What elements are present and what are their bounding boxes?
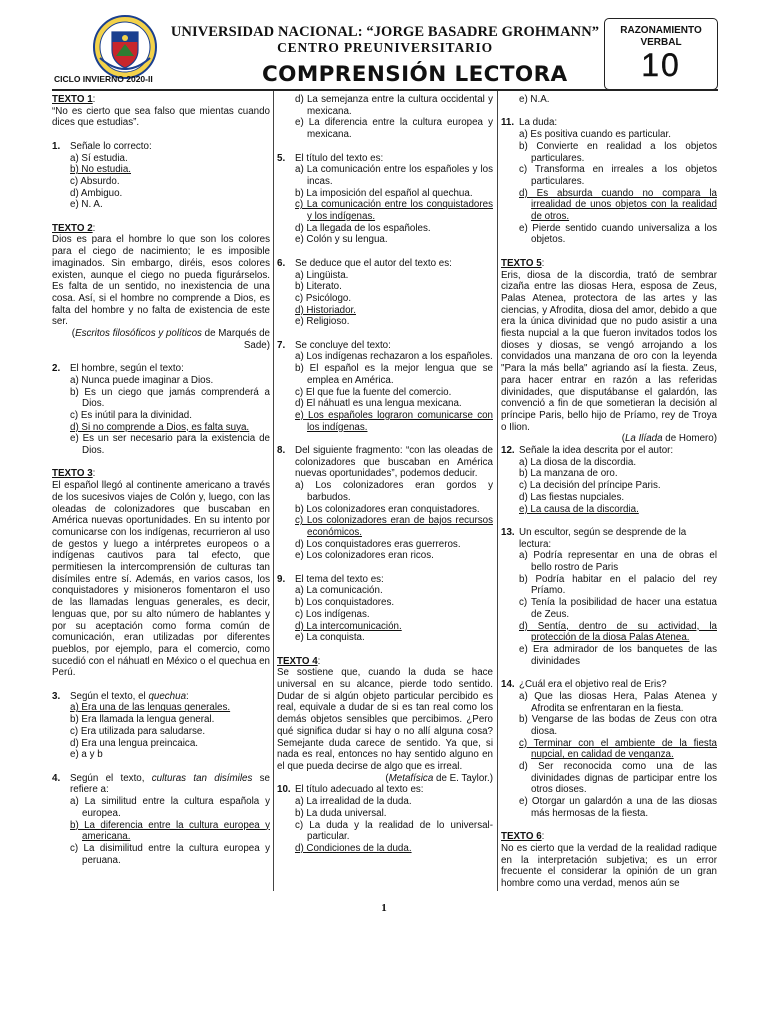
answer-option: c) La disimilitud entre la cultura europea y peruana. <box>70 842 270 866</box>
answer-option: a) Es positiva cuando es particular. <box>519 129 671 141</box>
text-6-body: No es cierto que la verdad de la realidad radique en la interpretación subjetiva; es un error frecuente el considerar la opinión de un gran hombre como una verdad, menos aún se <box>501 842 717 890</box>
question-12: 12. Señale la idea descrita por el autor: <box>501 445 674 457</box>
answer-option: e) Colón y su lengua. <box>295 234 388 246</box>
question-11: 11. La duda: <box>501 117 558 129</box>
text-1-title: TEXTO 1 <box>52 94 93 105</box>
answer-option: b) Vengarse de las bodas de Zeus con otra diosa. <box>519 714 717 737</box>
answer-option-correct: d) Es absurda cuando no compara la irrealidad de unos objetos con la realidad de otros. <box>519 187 717 223</box>
answer-option-correct: c) Terminar con el ambiente de la fiesta nupcial, en calidad de venganza. <box>519 737 717 761</box>
answer-option: b) Los colonizadores eran conquistadores. <box>295 503 480 515</box>
answer-option-correct: d) La intercomunicación. <box>295 620 402 632</box>
answer-option-correct: e) La causa de la discordia. <box>519 503 639 515</box>
answer-option: c) La duda y la realidad de lo universal-particular. <box>295 819 493 843</box>
answer-option: d) La semejanza entre la cultura occidental y mexicana. <box>295 94 493 117</box>
answer-option: a) La comunicación. <box>295 585 383 597</box>
answer-option: b) Literato. <box>295 281 342 293</box>
subject-box <box>604 18 718 90</box>
answer-option: e) Era admirador de los banquetes de las divinidades <box>519 644 717 667</box>
answer-option-correct: d) Condiciones de la duda. <box>295 842 412 854</box>
answer-option: a) Nunca puede imaginar a Dios. <box>70 374 214 386</box>
answer-option: e) Los colonizadores eran ricos. <box>295 550 434 562</box>
column-2: d) La semejanza entre la cultura occidental y mexicana. e) La diferencia entre la cultura europea y mexicana. 5. El título del texto es: a) La comunicación entre los españoles y los incas. b) La imposición del español al quechua. c) La comunicación entre los conquistadores y los indígenas. d) La llegada de los españoles. e) Colón y su lengua. 6. Se deduce que el autor del texto es: a) Lingüista. b) Literato. c) Psicólogo. d) Historiador. e) Religioso. 7. Se concluye del texto: a) Los indígenas rechazaron a los españoles. b) El español es la mejor lengua que se emplea en América. c) El que fue la fuente del comercio. d) El náhuatl es una lengua mexicana. e) Los españoles lograron comunicarse con los indígenas. 8. Del siguiente fragmento: “con las oleadas de colonizadores que buscaban en América nuevas oportunidades”, podemos deducir. a) Los colonizadores eran gordos y barbudos. b) Los colonizadores eran conquistadores. c) Los colonizadores eran de bajos recursos económicos. d) Los conquistadores eras guerreros. e) Los colonizadores eran ricos. 9. El tema del texto es: a) La comunicación. b) Los conquistadores. c) Los indígenas. d) La intercomunicación. e) La conquista. TEXTO 4: Se sostiene que, cuando la duda se hace universal en su alcance, pierde todo sentido. Dudar de si algún objeto particular percibido es real, equivale a dudar de si es tan real como los demás objetos sensibles que percibimos. ¿Pero qué significa dudar si hay o no allí alguna cosa? Semejante duda carece de sentido. Ya que, si nada es real, entonces no hay sentido alguno en el que pueda decirse de algo que es irreal. (Metafísica de E. Taylor.) 10. El título adecuado al texto es: a) La irrealidad de la duda. b) La duda universal. c) La duda y la realidad de lo universal-particular. d) Condiciones de la duda. <box>277 94 493 854</box>
answer-option: a) La similitud entre la cultura española y europea. <box>70 796 270 819</box>
answer-option: a) Sí estudia. <box>70 152 128 164</box>
answer-option: d) Ambiguo. <box>70 187 123 199</box>
document-title: COMPRENSIÓN LECTORA <box>262 62 568 87</box>
question-5: 5. El título del texto es: <box>277 152 384 164</box>
question-6: 6. Se deduce que el autor del texto es: <box>277 257 452 269</box>
answer-option: c) Era utilizada para saludarse. <box>70 725 206 737</box>
answer-option: b) Era llamada la lengua general. <box>70 714 215 726</box>
column-divider <box>273 91 274 891</box>
answer-option-correct: b) La diferencia entre la cultura europea y americana. <box>70 819 270 843</box>
answer-option: d) Era una lengua preincaica. <box>70 737 198 749</box>
answer-option: e) N. A. <box>70 199 103 211</box>
question-3: 3. Según el texto, el quechua: <box>52 690 189 702</box>
answer-option: e) Es un ser necesario para la existencia de Dios. <box>70 433 270 457</box>
answer-option: c) Es inútil para la divinidad. <box>70 409 192 421</box>
answer-option: b) La imposición del español al quechua. <box>295 187 473 199</box>
answer-option: a) La irrealidad de la duda. <box>295 796 412 808</box>
answer-option: a) Lingüista. <box>295 269 349 281</box>
worksheet-number: 10 <box>641 47 681 83</box>
answer-option: c) Transforma en irreales a los objetos particulares. <box>519 164 717 187</box>
answer-option: c) El que fue la fuente del comercio. <box>295 386 452 398</box>
answer-option: d) Ser reconocida como una de las divinidades dignas de participar entre los otros dioses. <box>519 761 717 796</box>
page-number: 1 <box>381 902 387 914</box>
text-2-title: TEXTO 2 <box>52 222 93 234</box>
cycle-label: CICLO INVIERNO 2020-II <box>54 74 153 84</box>
answer-option: b) Los conquistadores. <box>295 597 395 609</box>
answer-option: b) El español es la mejor lengua que se emplea en América. <box>295 363 493 386</box>
text-4-body: Se sostiene que, cuando la duda se hace universal en su alcance, pierde todo sentido. Dudar de si algún objeto particular percibido es real, equivale a dudar de si es tan real como los demás objetos sensibles que percibimos. ¿Pero qué significa dudar si hay o no allí alguna cosa? Semejante duda carece de sentido. Ya que, si nada es real, entonces no hay sentido alguno en el que pueda decirse de algo que es irreal. <box>277 667 493 772</box>
subject-line-1: RAZONAMIENTO <box>620 25 702 36</box>
answer-option: b) Es un ciego que jamás comprenderá a Dios. <box>70 386 270 410</box>
header-divider <box>52 89 718 91</box>
answer-option: c) Absurdo. <box>70 175 120 187</box>
column-3: e) N.A. 11. La duda: a) Es positiva cuando es particular. b) Convierte en realidad a los objetos particulares. c) Transforma en irreales a los objetos particulares. d) Es absurda cuando no compara la irrealidad de unos objetos con la realidad de otros. e) Pierde sentido cuando universaliza a los objetos. TEXTO 5: Eris, diosa de la discordia, trató de sembrar cizaña entre las diosas Hera, esposa de Zeus, Palas Atenea, protectora de las artes y las ciencias, y Afrodita, diosa del amor, debido a que era la única divinidad que no pudo asistir a una fiesta nupcial a la que fueron invitados todos los dioses y diosas, se vengó arrojando a los convidados una manzana de oro con la leyenda "Para la más bella" agriando así la fiesta. Zeus, para hacer entrar en razón a las referidas divinidades, que disputábanse el galardón, las convenció a fin de que sometieran la decisión al príncipe Paris, bello hijo de Príamo, rey de Troya o Ilion. (La Ilíada de Homero) 12. Señale la idea descrita por el autor: a) La diosa de la discordia. b) La manzana de oro. c) La decisión del príncipe Paris. d) Las fiestas nupciales. e) La causa de la discordia. 13. Un escultor, según se desprende de la lectura: a) Podría representar en una de obras el bello rostro de Paris b) Podría habitar en el palacio del rey Príamo. c) Tenía la posibilidad de hacer una estatua de Zeus. d) Sentía, dentro de su actividad, la protección de la diosa Palas Atenea. e) Era admirador de los banquetes de las divinidades 14. ¿Cuál era el objetivo real de Eris? a) Que las diosas Hera, Palas Atenea y Afrodita se enfrentaran en la fiesta. b) Vengarse de las bodas de Zeus con otra diosa. c) Terminar con el ambiente de la fiesta nupcial, en calidad de venganza. d) Ser reconocida como una de las divinidades dignas de participar entre los otros dioses. e) Otorgar un galardón a una de las diosas más hermosas de la fiesta. TEXTO 6: No es cierto que la verdad de la realidad radique en la interpretación subjetiva; es un error frecuente el considerar la opinión de un gran hombre como una verdad, menos aún se <box>501 94 717 890</box>
question-9: 9. El tema del texto es: <box>277 573 384 585</box>
text-1-body: “No es cierto que sea falso que mientas cuando dices que estudias”. <box>52 105 270 129</box>
answer-option: c) Los indígenas. <box>295 608 370 620</box>
answer-option-correct: d) Si no comprende a Dios, es falta suya. <box>70 421 250 433</box>
university-seal-logo <box>92 14 158 80</box>
answer-option: a) Los indígenas rechazaron a los españoles. <box>295 351 493 363</box>
answer-option: e) N.A. <box>519 94 550 105</box>
question-1: 1. Señale lo correcto: <box>52 140 152 152</box>
text-3-title: TEXTO 3 <box>52 468 93 480</box>
answer-option-correct: c) La comunicación entre los conquistadores y los indígenas. <box>295 199 493 223</box>
question-13: 13. Un escultor, según se desprende de la lectura: <box>501 526 687 550</box>
question-7: 7. Se concluye del texto: <box>277 339 391 351</box>
text-4-title: TEXTO 4 <box>277 655 318 667</box>
answer-option: b) Podría habitar en el palacio del rey Príamo. <box>519 573 717 597</box>
answer-option: d) Las fiestas nupciales. <box>519 491 625 503</box>
answer-option: e) Otorgar un galardón a una de las diosas más hermosas de la fiesta. <box>519 796 717 819</box>
answer-option-correct: b) No estudia. <box>70 164 131 176</box>
answer-option: c) Tenía la posibilidad de hacer una estatua de Zeus. <box>519 597 717 620</box>
answer-option: a) Los colonizadores eran gordos y barbudos. <box>295 480 493 503</box>
question-10: 10. El título adecuado al texto es: <box>277 784 424 796</box>
answer-option: a) La comunicación entre los españoles y los incas. <box>295 164 493 187</box>
subject-line-2: VERBAL <box>640 37 682 48</box>
column-1: TEXTO 1: “No es cierto que sea falso que mientas cuando dices que estudias”. 1. Señale lo correcto: a) Sí estudia. b) No estudia. c) Absurdo. d) Ambiguo. e) N. A. TEXTO 2: Dios es para el hombre lo que son los colores para el ciego de nacimiento; le es imposible imaginados. Sin embargo, diréis, esos colores existen, aunque el ciego no pueda figurárselos. Es falta de un sentido, no inexistencia de una cosa. Así, si el hombre no comprende a Dios, es falta del hombre y no falta de existencia de este ser. (Escritos filosóficos y políticos de Marqués de Sade) 2. El hombre, según el texto: a) Nunca puede imaginar a Dios. b) Es un ciego que jamás comprenderá a Dios. c) Es inútil para la divinidad. d) Si no comprende a Dios, es falta suya. e) Es un ser necesario para la existencia de Dios. TEXTO 3: El español llegó al continente americano a través de los sucesivos viajes de Colón y, luego, con las oleadas de colonizadores que buscaban en América nuevas oportunidades. En su intento por comunicarse con los indígenas, recurrieron al uso de gestos y luego a intérpretes europeos o a indígenas cautivos para tal efecto, que permitiesen la intercomprensión de culturas tan disímiles entre sí. Además, en varios casos, los conquistadores y misioneros fomentaron el uso de las llamadas lenguas generales, es decir, lenguas que, por su alto número de hablantes y por su aceptación como forma común de comunicación, eran utilizadas por diferentes pueblos, por ejemplo, para el comercio, como sucedió con el náhuatl en México o el quechua en Perú. 3. Según el texto, el quechua: a) Era una de las lenguas generales. b) Era llamada la lengua general. c) Era utilizada para saludarse. d) Era una lengua preincaica. e) a y b 4. Según el texto, culturas tan disímiles se refiere a: a) La similitud entre la cultura española y europea. b) La diferencia entre la cultura europea y americana. c) La disimilitud entre la cultura europea y peruana. <box>52 94 270 866</box>
text-6-title: TEXTO 6 <box>501 831 542 843</box>
answer-option: d) Los conquistadores eras guerreros. <box>295 538 461 550</box>
text-5-title: TEXTO 5 <box>501 257 542 269</box>
answer-option: b) La manzana de oro. <box>519 468 618 480</box>
answer-option: e) La conquista. <box>295 632 365 644</box>
answer-option: b) Convierte en realidad a los objetos particulares. <box>519 140 717 164</box>
answer-option-correct: d) Historiador. <box>295 304 356 316</box>
text-2-source: (Escritos filosóficos y políticos de Marqués de Sade) <box>71 328 270 351</box>
question-4: 4. Según el texto, culturas tan disímiles se refiere a: <box>52 772 270 796</box>
university-name: UNIVERSIDAD NACIONAL: “JORGE BASADRE GROHMANN” <box>170 24 600 40</box>
question-14: 14. ¿Cuál era el objetivo real de Eris? <box>501 679 667 691</box>
answer-option: c) Psicólogo. <box>295 292 352 304</box>
text-5-body: Eris, diosa de la discordia, trató de sembrar cizaña entre las diosas Hera, esposa de Zeus, Palas Atenea, protectora de las artes y las ciencias, y Afrodita, diosa del amor, debido a que era la única divinidad que no pudo asistir a una fiesta nupcial a la que fueron invitados todos los dioses y diosas, se vengó arrojando a los convidados una manzana de oro con la leyenda "Para la más bella" agriando así la fiesta. Zeus, para hacer entrar en razón a las referidas divinidades, que disputábanse el galardón, las convenció a fin de que sometieran la decisión al príncipe Paris, bello hijo de Príamo, rey de Troya o Ilion. <box>501 269 717 433</box>
answer-option: e) a y b <box>70 749 103 761</box>
answer-option: e) Pierde sentido cuando universaliza a los objetos. <box>519 222 717 246</box>
answer-option: d) El náhuatl es una lengua mexicana. <box>295 398 462 410</box>
answer-option-correct: e) Los españoles lograron comunicarse con los indígenas. <box>295 409 493 433</box>
text-5-source: (La Ilíada de Homero) <box>621 433 717 445</box>
answer-option-correct: a) Era una de las lenguas generales. <box>70 702 231 714</box>
answer-option: e) Religioso. <box>295 316 350 328</box>
answer-option: d) La llegada de los españoles. <box>295 222 431 234</box>
question-8: 8. Del siguiente fragmento: “con las oleadas de colonizadores que buscaban en América nuevas oportunidades”, podemos deducir. <box>277 445 493 480</box>
text-4-source: (Metafísica de E. Taylor.) <box>385 772 493 784</box>
answer-option: a) La diosa de la discordia. <box>519 456 637 468</box>
answer-option: a) Que las diosas Hera, Palas Atenea y Afrodita se enfrentaran en la fiesta. <box>519 690 717 714</box>
answer-option: c) La decisión del príncipe Paris. <box>519 480 661 492</box>
text-3-body: El español llegó al continente americano a través de los sucesivos viajes de Colón y, luego, con las oleadas de colonizadores que buscaban en América nuevas oportunidades. En su intento por comunicarse con los indígenas, recurrieron al uso de gestos y luego a intérpretes europeos o a indígenas cautivos para tal efecto, que permitiesen la intercomprensión de culturas tan disímiles entre sí. Además, en varios casos, los conquistadores y misioneros fomentaron el uso de las llamadas lenguas generales, es decir, lenguas que, por su alto número de hablantes y por su aceptación como forma común de comunicación, eran utilizadas por diferentes pueblos, por ejemplo, para el comercio, como sucedió con el náhuatl en México o el quechua en Perú. <box>52 480 270 679</box>
answer-option: e) La diferencia entre la cultura europea y mexicana. <box>295 117 493 141</box>
answer-option-correct: c) Los colonizadores eran de bajos recursos económicos. <box>295 515 493 538</box>
centre-name: CENTRO PREUNIVERSITARIO <box>277 40 493 55</box>
text-2-body: Dios es para el hombre lo que son los colores para el ciego de nacimiento; le es imposible imaginados. Sin embargo, diréis, esos colores existen, aunque el ciego no pueda figurárselos. Es falta de un sentido, no inexistencia de una cosa. Así, si el hombre no comprende a Dios, es falta del hombre y no falta de existencia de este ser. <box>52 234 270 328</box>
column-divider <box>497 91 498 891</box>
answer-option: b) La duda universal. <box>295 807 387 819</box>
answer-option: a) Podría representar en una de obras el bello rostro de Paris <box>519 550 717 574</box>
question-2: 2. El hombre, según el texto: <box>52 363 184 375</box>
answer-option-correct: d) Sentía, dentro de su actividad, la protección de la diosa Palas Atenea. <box>519 620 717 644</box>
